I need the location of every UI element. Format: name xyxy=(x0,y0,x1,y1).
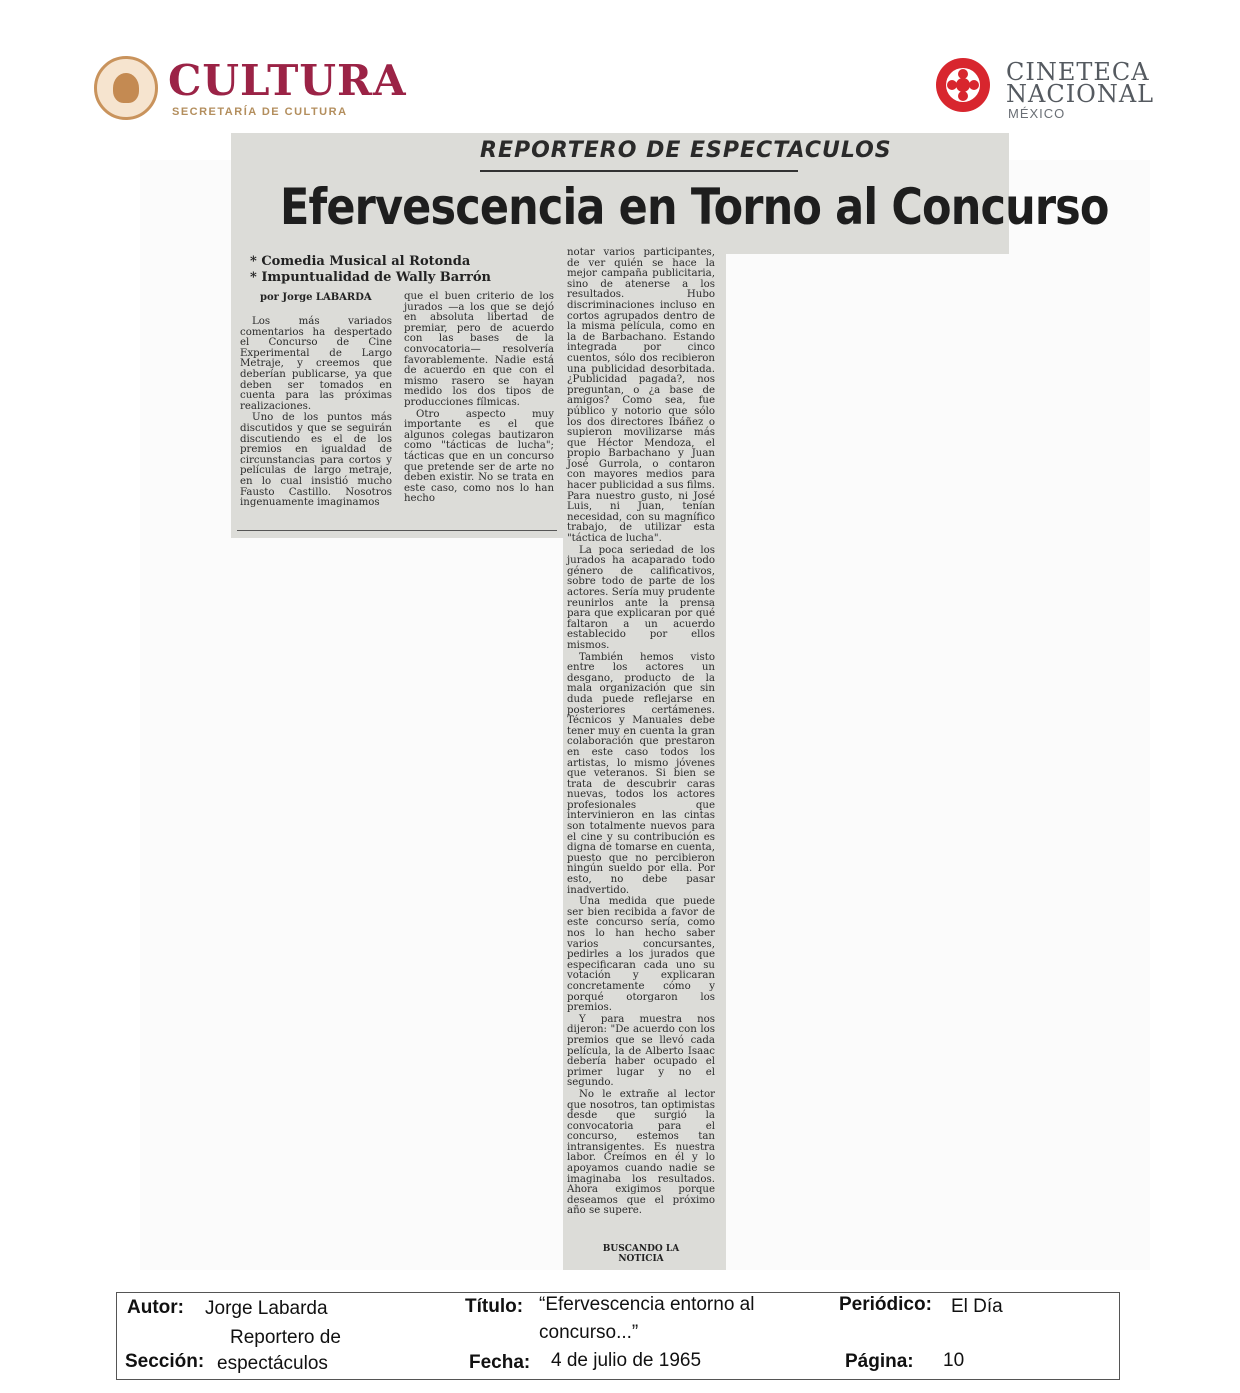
pagina-label: Página: xyxy=(845,1351,914,1372)
cineteca-logo xyxy=(936,56,1156,126)
paragraph: Otro aspecto muy importante es el que algunos colegas bautizaron como "tácticas de lucha"; tácticas que en un concurso que pretende ser de arte no deben existir. No se trata en este caso, como nos lo han hecho xyxy=(404,408,554,505)
titulo-line1: “Efervescencia entorno al xyxy=(539,1294,755,1315)
signoff-line2: NOTICIA xyxy=(618,1254,664,1264)
fecha-value: 4 de julio de 1965 xyxy=(551,1350,702,1371)
cultura-subtitle: SECRETARÍA DE CULTURA xyxy=(172,106,348,118)
seccion-line1: Reportero de xyxy=(230,1327,341,1348)
metadata-table xyxy=(116,1292,1120,1380)
titulo-label: Título: xyxy=(465,1296,524,1317)
cultura-wordmark: CULTURA xyxy=(168,56,407,105)
paragraph: Uno de los puntos más discutidos y que se seguirán discutiendo es el de los premios en igualdad de circunstancias para cortos y películas de largo metraje, en lo cual insistió mucho Fausto Castillo. Nosotros ingenuamente imaginamos xyxy=(240,412,392,509)
paragraph: También hemos visto entre los actores un desgano, producto de la mala organización que sin duda puede reflejarse en posteriores certámenes. Técnicos y Manuales debe tener muy en cuenta la gran colaboración que prestaron en este caso todos los artistas, lo mismo jóvenes que veteranos. Si bien se trata de descubrir caras nuevas, todos los actores profesionales que intervinieron en las cintas son totalmente nuevos para el cine y su contribución es digna de tomarse en cuenta, puesto que no percibieron ningún sueldo por ella. Por esto, no debe pasar inadvertido. xyxy=(567,651,715,896)
article-column-3 xyxy=(567,248,715,1218)
column-signoff xyxy=(566,1244,716,1264)
titulo-line2: concurso...” xyxy=(539,1322,639,1343)
signoff-line1: BUSCANDO LA xyxy=(602,1244,680,1254)
paragraph: No le extrañe al lector que nosotros, tan optimistas desde que surgió la convocatoria para el concurso, estemos tan intransigentes. Es nuestra labor. Creímos en él y lo apoyamos cuando nadie se imaginaba los resultados. Ahora exigimos porque deseamos que el próximo año se supere. xyxy=(567,1088,715,1217)
paragraph: Los más variados comentarios ha despertado el Concurso de Cine Experimental de Largo Metraje, y creemos que deberían publicarse, ya que deben ser tomados en cuenta para las próximas realizaciones. xyxy=(240,316,392,412)
section-title: REPORTERO DE ESPECTACULOS xyxy=(480,138,892,163)
article-column-1 xyxy=(240,317,392,510)
subhead-1: * Comedia Musical al Rotonda xyxy=(250,254,471,269)
autor-label: Autor: xyxy=(127,1297,184,1318)
article-headline: Efervescencia en Torno al Concurso xyxy=(280,178,1109,236)
paragraph: que el buen criterio de los jurados —a los que se dejó en absoluta libertad de premiar, pero de acuerdo con las bases de la convocatoria— resolvería favorablemente. Nadie está de acuerdo en que con el mismo rasero se hayan medido los dos tipos de producciones fílmicas. xyxy=(404,291,554,408)
paragraph: Una medida que puede ser bien recibida a favor de este concurso sería, como nos lo han hecho saber varios concursantes, pedirles a los jurados que especificaran cada uno su votación y explicaran concretamente cómo y porqué otorgaron los premios. xyxy=(567,896,715,1014)
periodico-value: El Día xyxy=(951,1296,1003,1317)
cineteca-line3: MÉXICO xyxy=(1008,106,1066,121)
byline: por Jorge LABARDA xyxy=(260,292,372,303)
paragraph: La poca seriedad de los jurados ha acaparado todo género de calificativos, sobre todo de parte de los actores. Sería muy prudente reunirlos ante la prensa para que explicaran por qué faltaron a un acuerdo establecido por ellos mismos. xyxy=(567,544,715,651)
mexico-seal-icon xyxy=(94,56,158,120)
column-rule xyxy=(237,530,557,531)
film-reel-icon xyxy=(936,58,990,112)
periodico-label: Periódico: xyxy=(839,1294,932,1315)
article-column-2 xyxy=(404,292,554,506)
cultura-logo xyxy=(94,56,414,128)
cineteca-line2: NACIONAL xyxy=(1006,80,1155,108)
pagina-value: 10 xyxy=(943,1350,965,1371)
subhead-2: * Impuntualidad de Wally Barrón xyxy=(250,270,492,285)
seccion-label: Sección: xyxy=(125,1351,205,1372)
fecha-label: Fecha: xyxy=(469,1352,531,1373)
autor-value: Jorge Labarda xyxy=(205,1298,328,1319)
paragraph: Y para muestra nos dijeron: "De acuerdo con los premios que se llevó cada película, la de Alberto Isaac debería haber ocupado el primer lugar y no el segundo. xyxy=(567,1013,715,1089)
cineteca-line1: CINETECA xyxy=(1006,58,1150,86)
seccion-line2: espectáculos xyxy=(217,1353,328,1374)
paragraph: notar varios participantes, de ver quién se hace la mejor campaña publicitaria, sino de atenerse a los resultados. Hubo discriminaciones incluso en cortos agrupados dentro de la misma película, como en la de Barbachano. Estando integrada por cinco cuentos, sólo dos recibieron una publicidad desorbitada. ¿Publicidad pagada?, nos preguntan, o ¿a base de amigos? Como sea, fue público y notorio que sólo los dos directores Ibáñez o supieron movilizarse más que Héctor Mendoza, el propio Barbachano y Juan José Gurrola, o contaron con mayores medios para hacer publicidad a sus films. Para nuestro gusto, ni José Luis, ni Juan, tenían necesidad, con su magnífico trabajo, de utilizar esta "táctica de lucha". xyxy=(567,247,715,545)
section-rule xyxy=(480,170,798,172)
